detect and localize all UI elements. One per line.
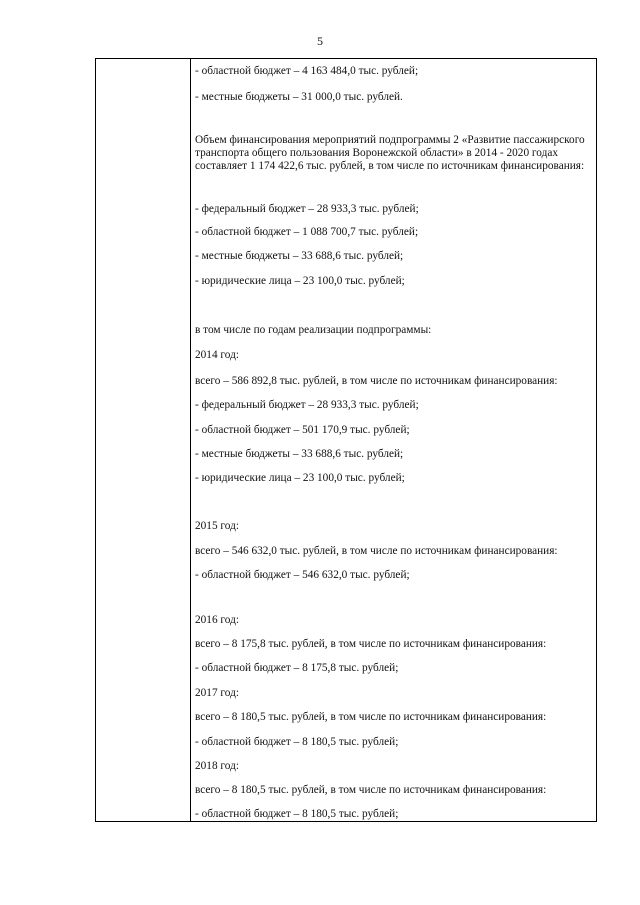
subprogram-funding-paragraph: Объем финансирования мероприятий подпрограммы 2 «Развитие пассажирского транспорта общего пользования Воронежской области» в 2014 - 2020 годах составляет 1 174 422,6 тыс. рублей, в том числе по источникам финансирования: [195,134,585,173]
year-2016-total: всего – 8 175,8 тыс. рублей, в том числе по источникам финансирования: [195,638,547,650]
year-2017-heading: 2017 год: [195,687,239,699]
federal-budget-line: - федеральный бюджет – 28 933,3 тыс. рублей; [195,203,419,215]
year-2016-regional: - областной бюджет – 8 175,8 тыс. рублей; [195,662,399,674]
year-2014-regional: - областной бюджет – 501 170,9 тыс. рублей; [195,424,410,436]
year-2017-total: всего – 8 180,5 тыс. рублей, в том числе по источникам финансирования: [195,711,547,723]
page-number: 5 [317,34,323,48]
year-2018-heading: 2018 год: [195,760,239,772]
year-2018-regional: - областной бюджет – 8 180,5 тыс. рублей; [195,808,399,820]
year-2014-total: всего – 586 892,8 тыс. рублей, в том числе по источникам финансирования: [195,375,558,387]
local-budgets-total: - местные бюджеты – 31 000,0 тыс. рублей. [195,91,403,103]
year-2018-total: всего – 8 180,5 тыс. рублей, в том числе по источникам финансирования: [195,784,547,796]
year-2015-total: всего – 546 632,0 тыс. рублей, в том числе по источникам финансирования: [195,545,558,557]
year-2014-legal-entities: - юридические лица – 23 100,0 тыс. рублей; [195,472,405,484]
funding-table [95,58,597,822]
legal-entities-line: - юридические лица – 23 100,0 тыс. рублей; [195,275,405,287]
year-2014-federal: - федеральный бюджет – 28 933,3 тыс. рублей; [195,399,419,411]
column-divider [190,59,191,821]
year-2014-local: - местные бюджеты – 33 688,6 тыс. рублей; [195,448,404,460]
year-2016-heading: 2016 год: [195,614,239,626]
year-2015-regional: - областной бюджет – 546 632,0 тыс. рублей; [195,569,410,581]
year-2015-heading: 2015 год: [195,520,239,532]
regional-budget-line: - областной бюджет – 1 088 700,7 тыс. рублей; [195,226,419,238]
regional-budget-total: - областной бюджет – 4 163 484,0 тыс. рублей; [195,65,419,77]
by-years-heading: в том числе по годам реализации подпрограммы: [195,324,432,336]
year-2014-heading: 2014 год: [195,349,239,361]
local-budgets-line: - местные бюджеты – 33 688,6 тыс. рублей; [195,250,404,262]
year-2017-regional: - областной бюджет – 8 180,5 тыс. рублей; [195,736,399,748]
